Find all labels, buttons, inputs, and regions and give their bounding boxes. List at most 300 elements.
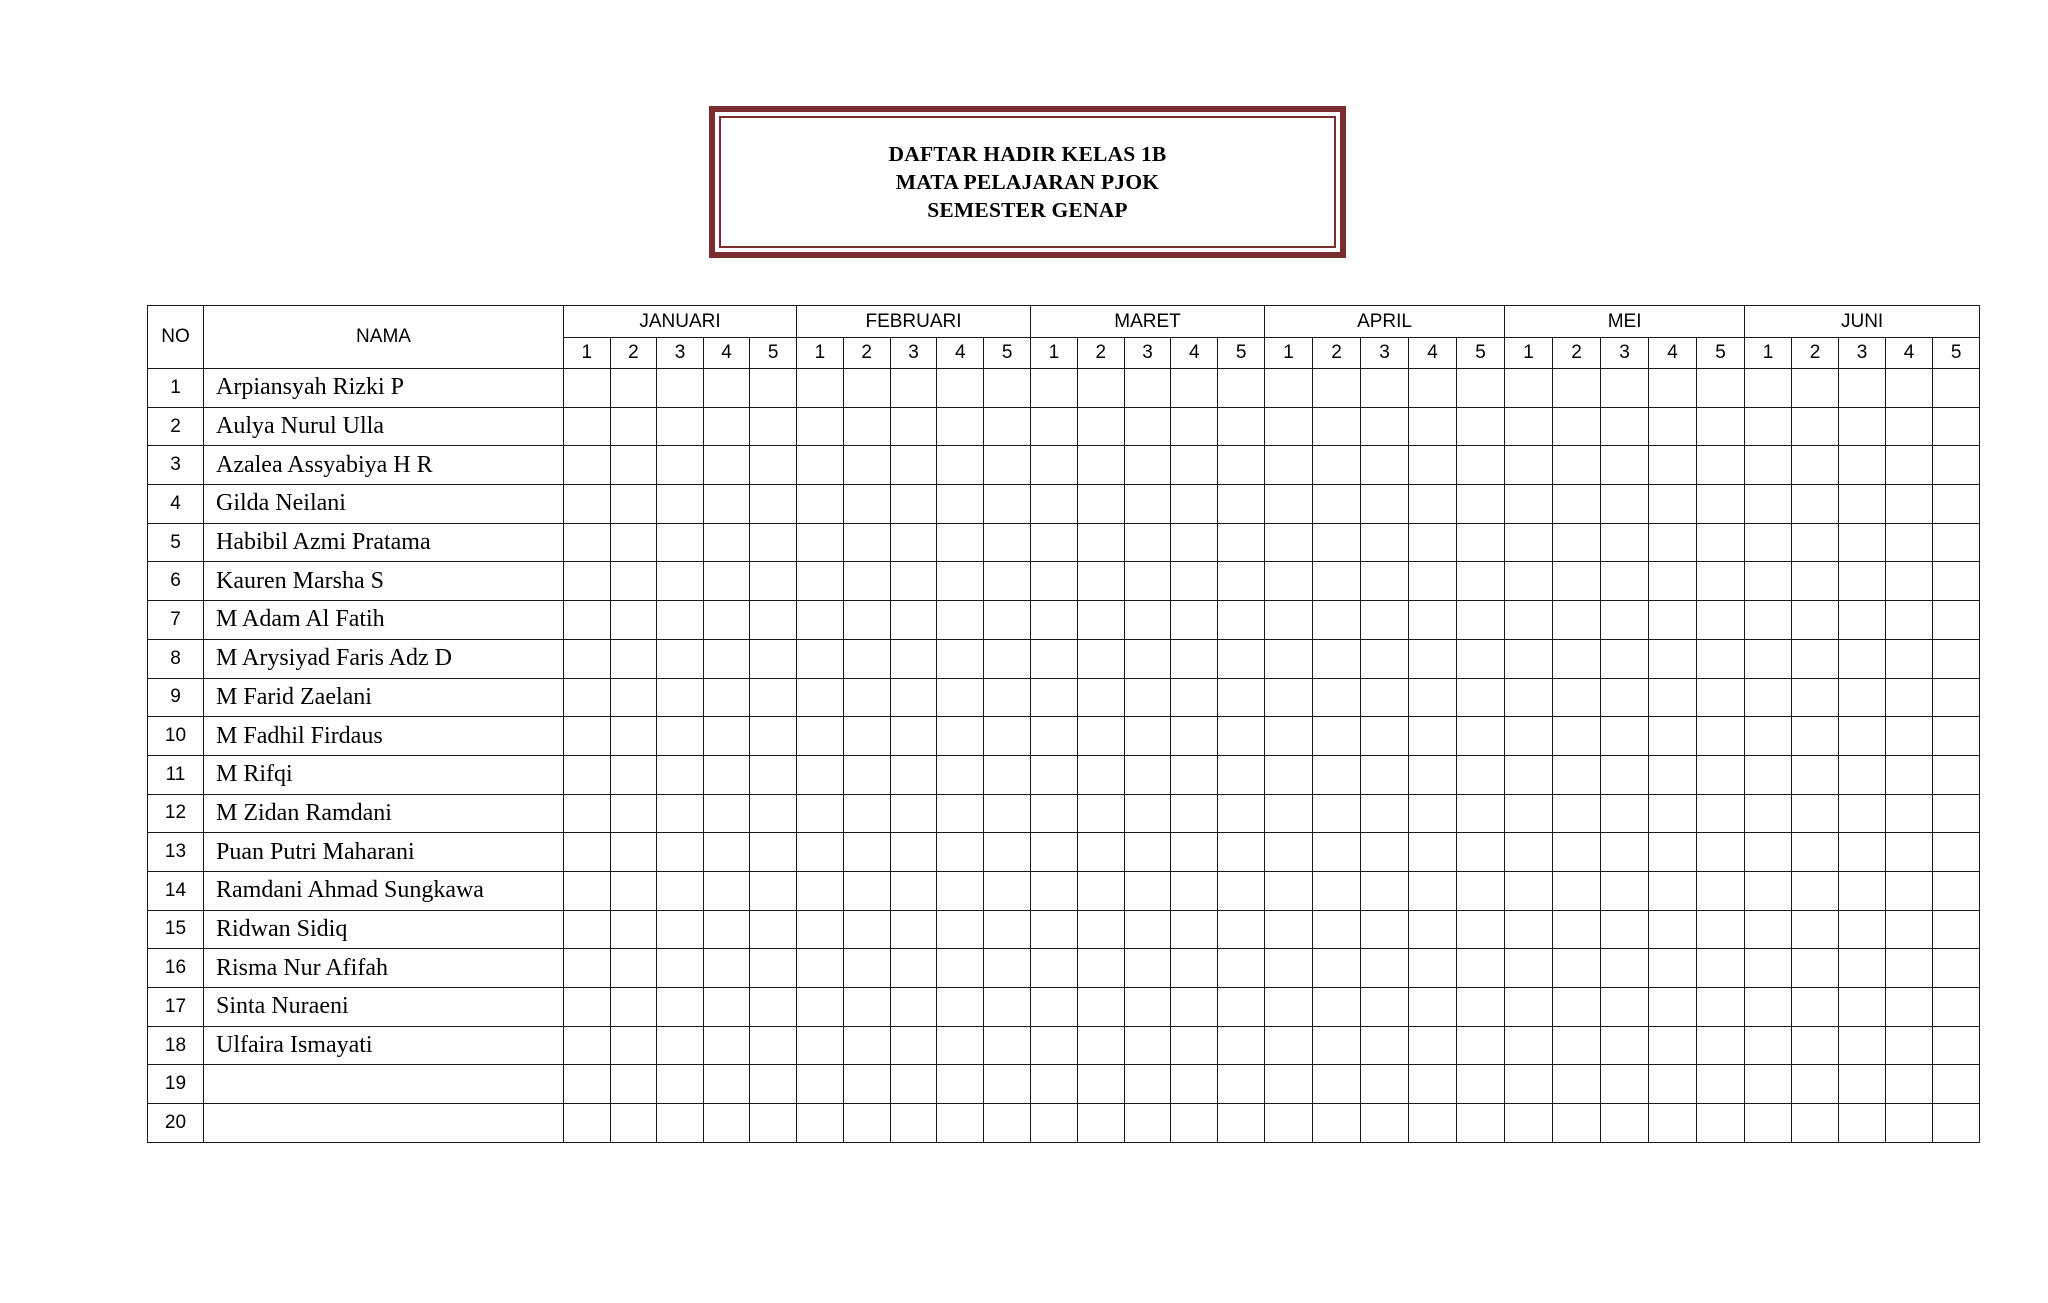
attendance-cell[interactable] xyxy=(1886,717,1933,756)
attendance-cell[interactable] xyxy=(1505,988,1553,1027)
attendance-cell[interactable] xyxy=(1265,369,1313,408)
attendance-cell[interactable] xyxy=(1697,755,1745,794)
attendance-cell[interactable] xyxy=(1505,949,1553,988)
attendance-cell[interactable] xyxy=(1171,794,1218,833)
attendance-cell[interactable] xyxy=(937,407,984,446)
attendance-cell[interactable] xyxy=(657,949,704,988)
attendance-cell[interactable] xyxy=(1697,407,1745,446)
attendance-cell[interactable] xyxy=(1313,871,1361,910)
attendance-cell[interactable] xyxy=(1313,562,1361,601)
attendance-cell[interactable] xyxy=(564,562,611,601)
attendance-cell[interactable] xyxy=(1457,1104,1505,1143)
attendance-cell[interactable] xyxy=(1505,717,1553,756)
attendance-cell[interactable] xyxy=(1553,1065,1601,1104)
attendance-cell[interactable] xyxy=(1697,717,1745,756)
attendance-cell[interactable] xyxy=(1933,871,1980,910)
attendance-cell[interactable] xyxy=(1792,1026,1839,1065)
attendance-cell[interactable] xyxy=(1792,678,1839,717)
attendance-cell[interactable] xyxy=(610,871,657,910)
attendance-cell[interactable] xyxy=(1697,1104,1745,1143)
attendance-cell[interactable] xyxy=(1697,523,1745,562)
attendance-cell[interactable] xyxy=(843,910,890,949)
attendance-cell[interactable] xyxy=(657,833,704,872)
attendance-cell[interactable] xyxy=(1505,755,1553,794)
attendance-cell[interactable] xyxy=(1457,755,1505,794)
attendance-cell[interactable] xyxy=(1745,1104,1792,1143)
attendance-cell[interactable] xyxy=(1171,523,1218,562)
attendance-cell[interactable] xyxy=(1265,562,1313,601)
attendance-cell[interactable] xyxy=(1649,523,1697,562)
attendance-cell[interactable] xyxy=(1553,988,1601,1027)
attendance-cell[interactable] xyxy=(610,794,657,833)
attendance-cell[interactable] xyxy=(937,1026,984,1065)
attendance-cell[interactable] xyxy=(1886,407,1933,446)
attendance-cell[interactable] xyxy=(1031,562,1078,601)
attendance-cell[interactable] xyxy=(1886,562,1933,601)
attendance-cell[interactable] xyxy=(1361,639,1409,678)
attendance-cell[interactable] xyxy=(1697,369,1745,408)
attendance-cell[interactable] xyxy=(1601,1026,1649,1065)
attendance-cell[interactable] xyxy=(1265,717,1313,756)
attendance-cell[interactable] xyxy=(937,717,984,756)
attendance-cell[interactable] xyxy=(1886,755,1933,794)
attendance-cell[interactable] xyxy=(1124,871,1171,910)
attendance-cell[interactable] xyxy=(1077,639,1124,678)
attendance-cell[interactable] xyxy=(984,1026,1031,1065)
attendance-cell[interactable] xyxy=(1361,601,1409,640)
attendance-cell[interactable] xyxy=(703,601,750,640)
attendance-cell[interactable] xyxy=(1265,639,1313,678)
attendance-cell[interactable] xyxy=(1124,601,1171,640)
attendance-cell[interactable] xyxy=(1313,407,1361,446)
attendance-cell[interactable] xyxy=(1745,1065,1792,1104)
attendance-cell[interactable] xyxy=(797,523,844,562)
attendance-cell[interactable] xyxy=(1505,407,1553,446)
attendance-cell[interactable] xyxy=(1553,755,1601,794)
attendance-cell[interactable] xyxy=(1933,988,1980,1027)
attendance-cell[interactable] xyxy=(1077,446,1124,485)
attendance-cell[interactable] xyxy=(1933,910,1980,949)
attendance-cell[interactable] xyxy=(937,910,984,949)
attendance-cell[interactable] xyxy=(610,1026,657,1065)
attendance-cell[interactable] xyxy=(890,601,937,640)
attendance-cell[interactable] xyxy=(1745,407,1792,446)
attendance-cell[interactable] xyxy=(564,678,611,717)
attendance-cell[interactable] xyxy=(1031,949,1078,988)
attendance-cell[interactable] xyxy=(703,717,750,756)
attendance-cell[interactable] xyxy=(1649,601,1697,640)
attendance-cell[interactable] xyxy=(843,601,890,640)
attendance-cell[interactable] xyxy=(1409,678,1457,717)
attendance-cell[interactable] xyxy=(1031,1065,1078,1104)
attendance-cell[interactable] xyxy=(1886,833,1933,872)
attendance-cell[interactable] xyxy=(1409,601,1457,640)
attendance-cell[interactable] xyxy=(1792,369,1839,408)
attendance-cell[interactable] xyxy=(1171,717,1218,756)
attendance-cell[interactable] xyxy=(797,1026,844,1065)
attendance-cell[interactable] xyxy=(1457,601,1505,640)
attendance-cell[interactable] xyxy=(1218,407,1265,446)
attendance-cell[interactable] xyxy=(1265,910,1313,949)
attendance-cell[interactable] xyxy=(1409,794,1457,833)
attendance-cell[interactable] xyxy=(1553,446,1601,485)
attendance-cell[interactable] xyxy=(1265,755,1313,794)
attendance-cell[interactable] xyxy=(657,1065,704,1104)
attendance-cell[interactable] xyxy=(890,678,937,717)
attendance-cell[interactable] xyxy=(703,755,750,794)
attendance-cell[interactable] xyxy=(984,446,1031,485)
attendance-cell[interactable] xyxy=(890,755,937,794)
attendance-cell[interactable] xyxy=(1124,910,1171,949)
attendance-cell[interactable] xyxy=(797,1104,844,1143)
attendance-cell[interactable] xyxy=(797,717,844,756)
attendance-cell[interactable] xyxy=(1031,523,1078,562)
attendance-cell[interactable] xyxy=(1601,562,1649,601)
attendance-cell[interactable] xyxy=(1218,446,1265,485)
attendance-cell[interactable] xyxy=(984,485,1031,524)
attendance-cell[interactable] xyxy=(657,910,704,949)
attendance-cell[interactable] xyxy=(750,871,797,910)
attendance-cell[interactable] xyxy=(657,601,704,640)
attendance-cell[interactable] xyxy=(1745,949,1792,988)
attendance-cell[interactable] xyxy=(984,988,1031,1027)
attendance-cell[interactable] xyxy=(1313,1065,1361,1104)
attendance-cell[interactable] xyxy=(1792,1104,1839,1143)
attendance-cell[interactable] xyxy=(1218,794,1265,833)
attendance-cell[interactable] xyxy=(564,601,611,640)
attendance-cell[interactable] xyxy=(1505,1104,1553,1143)
attendance-cell[interactable] xyxy=(890,833,937,872)
attendance-cell[interactable] xyxy=(1265,1026,1313,1065)
attendance-cell[interactable] xyxy=(1409,910,1457,949)
attendance-cell[interactable] xyxy=(1124,1026,1171,1065)
attendance-cell[interactable] xyxy=(1649,446,1697,485)
attendance-cell[interactable] xyxy=(937,639,984,678)
attendance-cell[interactable] xyxy=(890,794,937,833)
attendance-cell[interactable] xyxy=(564,755,611,794)
attendance-cell[interactable] xyxy=(1457,949,1505,988)
attendance-cell[interactable] xyxy=(703,871,750,910)
attendance-cell[interactable] xyxy=(1171,407,1218,446)
attendance-cell[interactable] xyxy=(1649,949,1697,988)
attendance-cell[interactable] xyxy=(750,1065,797,1104)
attendance-cell[interactable] xyxy=(1457,523,1505,562)
attendance-cell[interactable] xyxy=(1839,794,1886,833)
attendance-cell[interactable] xyxy=(1409,523,1457,562)
attendance-cell[interactable] xyxy=(1553,485,1601,524)
attendance-cell[interactable] xyxy=(1649,717,1697,756)
attendance-cell[interactable] xyxy=(843,794,890,833)
attendance-cell[interactable] xyxy=(1361,562,1409,601)
attendance-cell[interactable] xyxy=(657,988,704,1027)
attendance-cell[interactable] xyxy=(1505,1065,1553,1104)
attendance-cell[interactable] xyxy=(1601,1065,1649,1104)
attendance-cell[interactable] xyxy=(1505,523,1553,562)
attendance-cell[interactable] xyxy=(1553,601,1601,640)
attendance-cell[interactable] xyxy=(1649,485,1697,524)
attendance-cell[interactable] xyxy=(1601,601,1649,640)
attendance-cell[interactable] xyxy=(1313,1104,1361,1143)
attendance-cell[interactable] xyxy=(564,1065,611,1104)
attendance-cell[interactable] xyxy=(750,1026,797,1065)
attendance-cell[interactable] xyxy=(1886,1104,1933,1143)
attendance-cell[interactable] xyxy=(1171,639,1218,678)
attendance-cell[interactable] xyxy=(937,601,984,640)
attendance-cell[interactable] xyxy=(797,485,844,524)
attendance-cell[interactable] xyxy=(1839,562,1886,601)
attendance-cell[interactable] xyxy=(843,871,890,910)
attendance-cell[interactable] xyxy=(1933,794,1980,833)
attendance-cell[interactable] xyxy=(984,1065,1031,1104)
attendance-cell[interactable] xyxy=(1265,871,1313,910)
attendance-cell[interactable] xyxy=(703,523,750,562)
attendance-cell[interactable] xyxy=(1265,988,1313,1027)
attendance-cell[interactable] xyxy=(1077,871,1124,910)
attendance-cell[interactable] xyxy=(564,949,611,988)
attendance-cell[interactable] xyxy=(1697,949,1745,988)
attendance-cell[interactable] xyxy=(1792,523,1839,562)
attendance-cell[interactable] xyxy=(1409,1065,1457,1104)
attendance-cell[interactable] xyxy=(1745,717,1792,756)
attendance-cell[interactable] xyxy=(797,446,844,485)
attendance-cell[interactable] xyxy=(1792,833,1839,872)
attendance-cell[interactable] xyxy=(610,639,657,678)
attendance-cell[interactable] xyxy=(657,794,704,833)
attendance-cell[interactable] xyxy=(1697,833,1745,872)
attendance-cell[interactable] xyxy=(657,562,704,601)
attendance-cell[interactable] xyxy=(984,717,1031,756)
attendance-cell[interactable] xyxy=(1313,446,1361,485)
attendance-cell[interactable] xyxy=(1839,988,1886,1027)
attendance-cell[interactable] xyxy=(1745,678,1792,717)
attendance-cell[interactable] xyxy=(703,639,750,678)
attendance-cell[interactable] xyxy=(1601,523,1649,562)
attendance-cell[interactable] xyxy=(937,369,984,408)
attendance-cell[interactable] xyxy=(1409,717,1457,756)
attendance-cell[interactable] xyxy=(610,678,657,717)
attendance-cell[interactable] xyxy=(564,717,611,756)
attendance-cell[interactable] xyxy=(1601,910,1649,949)
attendance-cell[interactable] xyxy=(1601,407,1649,446)
attendance-cell[interactable] xyxy=(1745,755,1792,794)
attendance-cell[interactable] xyxy=(1745,871,1792,910)
attendance-cell[interactable] xyxy=(1839,601,1886,640)
attendance-cell[interactable] xyxy=(1697,485,1745,524)
attendance-cell[interactable] xyxy=(1933,523,1980,562)
attendance-cell[interactable] xyxy=(797,949,844,988)
attendance-cell[interactable] xyxy=(1077,369,1124,408)
attendance-cell[interactable] xyxy=(750,833,797,872)
attendance-cell[interactable] xyxy=(1886,1026,1933,1065)
attendance-cell[interactable] xyxy=(750,678,797,717)
attendance-cell[interactable] xyxy=(1553,369,1601,408)
attendance-cell[interactable] xyxy=(1839,639,1886,678)
attendance-cell[interactable] xyxy=(1792,446,1839,485)
attendance-cell[interactable] xyxy=(890,910,937,949)
attendance-cell[interactable] xyxy=(1265,446,1313,485)
attendance-cell[interactable] xyxy=(657,871,704,910)
attendance-cell[interactable] xyxy=(1745,1026,1792,1065)
attendance-cell[interactable] xyxy=(1553,833,1601,872)
attendance-cell[interactable] xyxy=(1553,871,1601,910)
attendance-cell[interactable] xyxy=(1031,369,1078,408)
attendance-cell[interactable] xyxy=(1218,871,1265,910)
attendance-cell[interactable] xyxy=(1839,678,1886,717)
attendance-cell[interactable] xyxy=(1839,755,1886,794)
attendance-cell[interactable] xyxy=(1505,562,1553,601)
attendance-cell[interactable] xyxy=(1031,871,1078,910)
attendance-cell[interactable] xyxy=(564,523,611,562)
attendance-cell[interactable] xyxy=(1313,523,1361,562)
attendance-cell[interactable] xyxy=(1553,794,1601,833)
attendance-cell[interactable] xyxy=(937,755,984,794)
attendance-cell[interactable] xyxy=(1031,1104,1078,1143)
attendance-cell[interactable] xyxy=(1361,794,1409,833)
attendance-cell[interactable] xyxy=(1218,601,1265,640)
attendance-cell[interactable] xyxy=(843,446,890,485)
attendance-cell[interactable] xyxy=(1601,1104,1649,1143)
attendance-cell[interactable] xyxy=(1361,523,1409,562)
attendance-cell[interactable] xyxy=(750,717,797,756)
attendance-cell[interactable] xyxy=(610,562,657,601)
attendance-cell[interactable] xyxy=(1792,717,1839,756)
attendance-cell[interactable] xyxy=(1697,988,1745,1027)
attendance-cell[interactable] xyxy=(984,910,1031,949)
attendance-cell[interactable] xyxy=(984,833,1031,872)
attendance-cell[interactable] xyxy=(1361,1065,1409,1104)
attendance-cell[interactable] xyxy=(1124,717,1171,756)
attendance-cell[interactable] xyxy=(1124,1104,1171,1143)
attendance-cell[interactable] xyxy=(1409,755,1457,794)
attendance-cell[interactable] xyxy=(1792,755,1839,794)
attendance-cell[interactable] xyxy=(1839,871,1886,910)
attendance-cell[interactable] xyxy=(1124,988,1171,1027)
attendance-cell[interactable] xyxy=(1077,1026,1124,1065)
attendance-cell[interactable] xyxy=(1553,910,1601,949)
attendance-cell[interactable] xyxy=(843,1026,890,1065)
attendance-cell[interactable] xyxy=(703,369,750,408)
attendance-cell[interactable] xyxy=(797,562,844,601)
attendance-cell[interactable] xyxy=(984,794,1031,833)
attendance-cell[interactable] xyxy=(657,446,704,485)
attendance-cell[interactable] xyxy=(1792,562,1839,601)
attendance-cell[interactable] xyxy=(1457,1065,1505,1104)
attendance-cell[interactable] xyxy=(1265,833,1313,872)
attendance-cell[interactable] xyxy=(1505,794,1553,833)
attendance-cell[interactable] xyxy=(610,1104,657,1143)
attendance-cell[interactable] xyxy=(1171,601,1218,640)
attendance-cell[interactable] xyxy=(1933,601,1980,640)
attendance-cell[interactable] xyxy=(1505,446,1553,485)
attendance-cell[interactable] xyxy=(703,446,750,485)
attendance-cell[interactable] xyxy=(1031,717,1078,756)
attendance-cell[interactable] xyxy=(1077,988,1124,1027)
attendance-cell[interactable] xyxy=(1031,601,1078,640)
attendance-cell[interactable] xyxy=(1171,871,1218,910)
attendance-cell[interactable] xyxy=(1218,485,1265,524)
attendance-cell[interactable] xyxy=(843,949,890,988)
attendance-cell[interactable] xyxy=(1409,1104,1457,1143)
attendance-cell[interactable] xyxy=(1218,910,1265,949)
attendance-cell[interactable] xyxy=(1218,562,1265,601)
attendance-cell[interactable] xyxy=(1265,523,1313,562)
attendance-cell[interactable] xyxy=(703,485,750,524)
attendance-cell[interactable] xyxy=(750,794,797,833)
attendance-cell[interactable] xyxy=(1031,485,1078,524)
attendance-cell[interactable] xyxy=(1601,949,1649,988)
attendance-cell[interactable] xyxy=(1031,755,1078,794)
attendance-cell[interactable] xyxy=(1361,717,1409,756)
attendance-cell[interactable] xyxy=(703,1104,750,1143)
attendance-cell[interactable] xyxy=(750,755,797,794)
attendance-cell[interactable] xyxy=(1124,369,1171,408)
attendance-cell[interactable] xyxy=(1031,1026,1078,1065)
attendance-cell[interactable] xyxy=(1933,369,1980,408)
attendance-cell[interactable] xyxy=(1171,988,1218,1027)
attendance-cell[interactable] xyxy=(564,988,611,1027)
attendance-cell[interactable] xyxy=(657,1104,704,1143)
attendance-cell[interactable] xyxy=(564,910,611,949)
attendance-cell[interactable] xyxy=(1649,639,1697,678)
attendance-cell[interactable] xyxy=(750,407,797,446)
attendance-cell[interactable] xyxy=(1457,794,1505,833)
attendance-cell[interactable] xyxy=(1839,717,1886,756)
attendance-cell[interactable] xyxy=(797,369,844,408)
attendance-cell[interactable] xyxy=(1886,949,1933,988)
attendance-cell[interactable] xyxy=(843,678,890,717)
attendance-cell[interactable] xyxy=(1886,601,1933,640)
attendance-cell[interactable] xyxy=(1457,1026,1505,1065)
attendance-cell[interactable] xyxy=(750,562,797,601)
attendance-cell[interactable] xyxy=(1839,523,1886,562)
attendance-cell[interactable] xyxy=(1124,678,1171,717)
attendance-cell[interactable] xyxy=(750,369,797,408)
attendance-cell[interactable] xyxy=(1933,562,1980,601)
attendance-cell[interactable] xyxy=(1218,369,1265,408)
attendance-cell[interactable] xyxy=(1265,601,1313,640)
attendance-cell[interactable] xyxy=(1886,523,1933,562)
attendance-cell[interactable] xyxy=(564,485,611,524)
attendance-cell[interactable] xyxy=(984,407,1031,446)
attendance-cell[interactable] xyxy=(1124,407,1171,446)
attendance-cell[interactable] xyxy=(1124,755,1171,794)
attendance-cell[interactable] xyxy=(890,562,937,601)
attendance-cell[interactable] xyxy=(1553,678,1601,717)
attendance-cell[interactable] xyxy=(1839,407,1886,446)
attendance-cell[interactable] xyxy=(1361,910,1409,949)
attendance-cell[interactable] xyxy=(1457,446,1505,485)
attendance-cell[interactable] xyxy=(1553,949,1601,988)
attendance-cell[interactable] xyxy=(1792,910,1839,949)
attendance-cell[interactable] xyxy=(750,485,797,524)
attendance-cell[interactable] xyxy=(1553,407,1601,446)
attendance-cell[interactable] xyxy=(1361,407,1409,446)
attendance-cell[interactable] xyxy=(1745,794,1792,833)
attendance-cell[interactable] xyxy=(797,639,844,678)
attendance-cell[interactable] xyxy=(1697,678,1745,717)
attendance-cell[interactable] xyxy=(1361,988,1409,1027)
attendance-cell[interactable] xyxy=(1697,1026,1745,1065)
attendance-cell[interactable] xyxy=(1505,639,1553,678)
attendance-cell[interactable] xyxy=(1933,446,1980,485)
attendance-cell[interactable] xyxy=(1361,1104,1409,1143)
attendance-cell[interactable] xyxy=(1457,833,1505,872)
attendance-cell[interactable] xyxy=(1505,833,1553,872)
attendance-cell[interactable] xyxy=(797,833,844,872)
attendance-cell[interactable] xyxy=(1077,407,1124,446)
attendance-cell[interactable] xyxy=(1553,562,1601,601)
attendance-cell[interactable] xyxy=(1313,988,1361,1027)
